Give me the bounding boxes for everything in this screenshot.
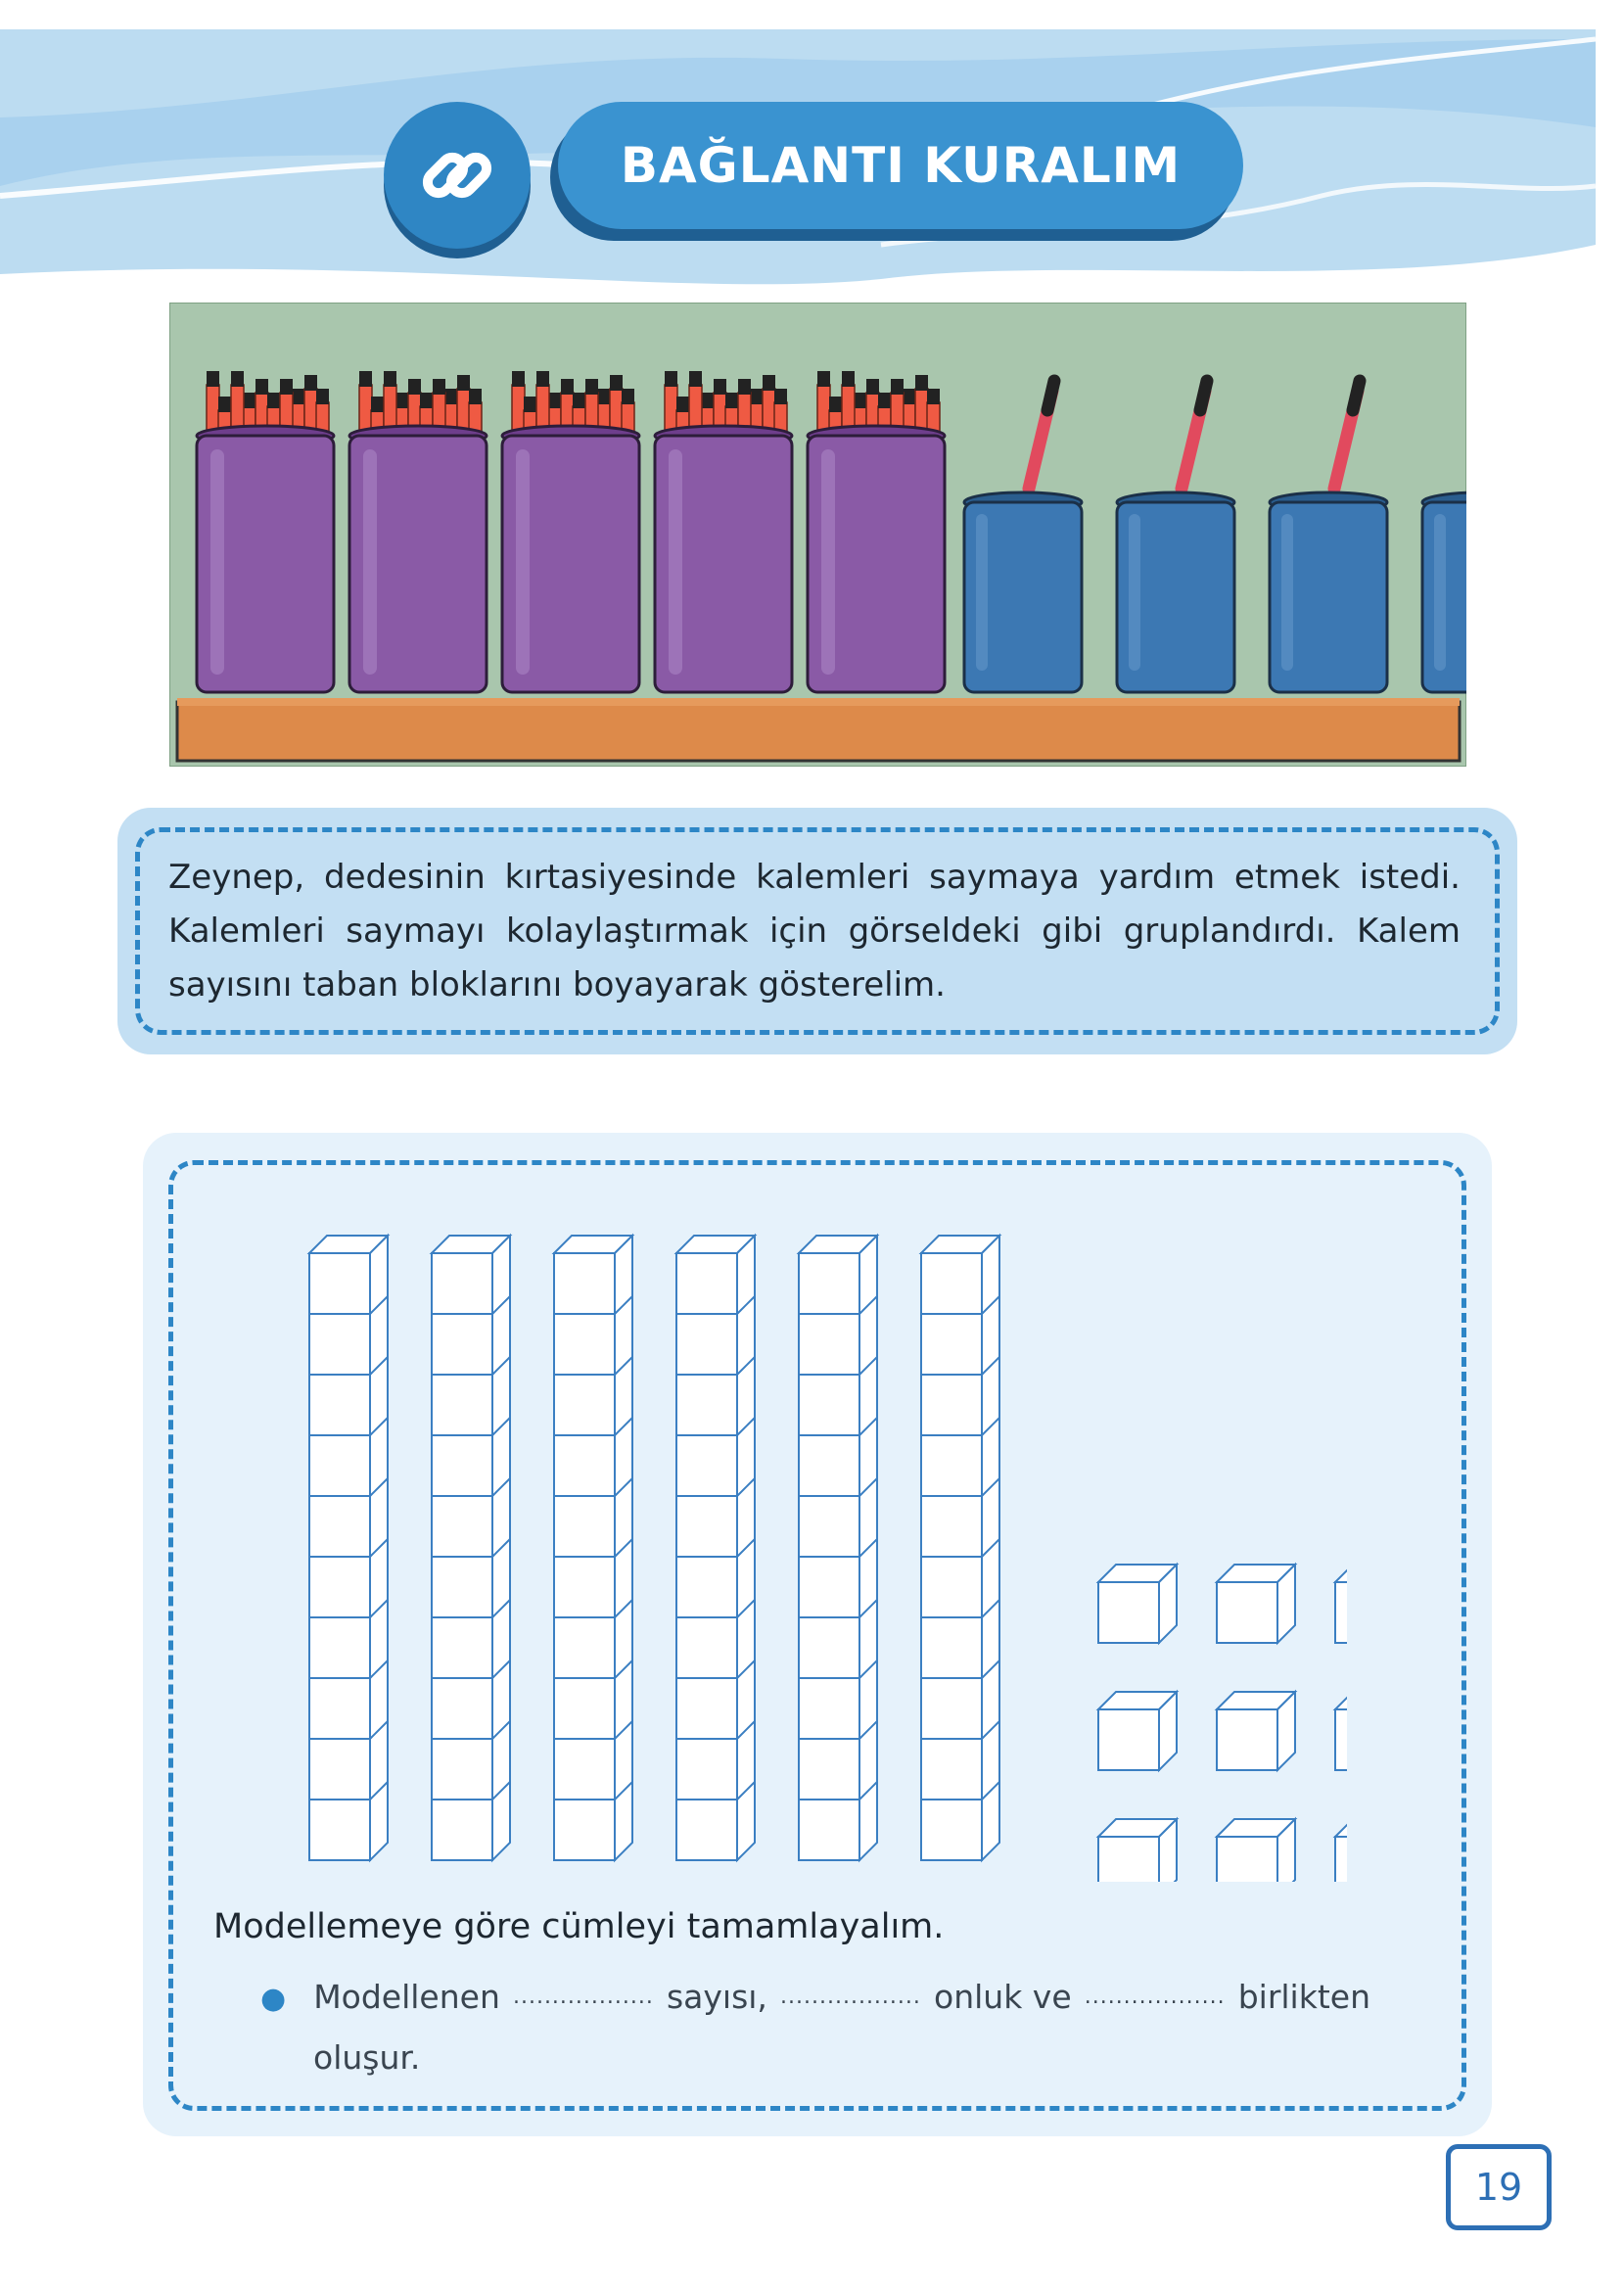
pencil-cup-purple [655, 371, 792, 692]
pencil-cups-illustration [169, 303, 1466, 767]
blank-tens[interactable]: .................. [780, 1985, 921, 2009]
ten-rod[interactable] [799, 1236, 877, 1860]
story-box [117, 808, 1517, 1054]
unit-cube[interactable] [1217, 1692, 1295, 1770]
base-ten-blocks [270, 1216, 1347, 1882]
unit-cube[interactable] [1335, 1819, 1347, 1882]
fill-in-sentence [260, 1968, 1370, 2087]
sentence-part3: onluk ve [934, 1978, 1072, 2016]
unit-cube[interactable] [1217, 1819, 1295, 1882]
ten-rod[interactable] [554, 1236, 632, 1860]
link-icon [413, 131, 501, 219]
unit-cube[interactable] [1335, 1565, 1347, 1643]
blank-number[interactable]: .................. [512, 1985, 654, 2009]
sentence-part4: birlikten [1237, 1978, 1370, 2016]
page-number: 19 [1446, 2144, 1552, 2230]
instruction-text: Modellemeye göre cümleyi tamamlayalım. [213, 1907, 945, 1946]
pencil-cup-purple [197, 371, 334, 692]
ten-rod[interactable] [309, 1236, 388, 1860]
story-text: Zeynep, dedesinin kırtasiyesinde kalemleri saymaya yardım etmek istedi. Kalemleri saymayı kolaylaştırmak için görseldeki gibi gruplandırdı. Kalem sayısını taban bloklarını boyayarak gösterelim. [168, 858, 1461, 1005]
unit-cube[interactable] [1217, 1565, 1295, 1643]
pencil-cup-purple [349, 371, 487, 692]
title-banner [558, 102, 1243, 229]
unit-cube[interactable] [1335, 1692, 1347, 1770]
pencil-cup-purple [808, 371, 945, 692]
page-title: BAĞLANTI KURALIM [620, 137, 1182, 194]
bullet-icon: ● [260, 1982, 287, 2016]
unit-cube[interactable] [1098, 1819, 1177, 1882]
sentence-part1: Modellenen [313, 1978, 500, 2016]
ten-rod[interactable] [921, 1236, 999, 1860]
sentence-part2: sayısı, [666, 1978, 767, 2016]
ten-rod[interactable] [676, 1236, 755, 1860]
ten-rod[interactable] [432, 1236, 510, 1860]
unit-cube[interactable] [1098, 1692, 1177, 1770]
blank-ones[interactable]: .................. [1084, 1985, 1226, 2009]
unit-cube[interactable] [1098, 1565, 1177, 1643]
link-badge [384, 102, 531, 249]
pencil-cup-purple [502, 371, 639, 692]
sentence-part5: oluşur. [313, 2038, 421, 2077]
